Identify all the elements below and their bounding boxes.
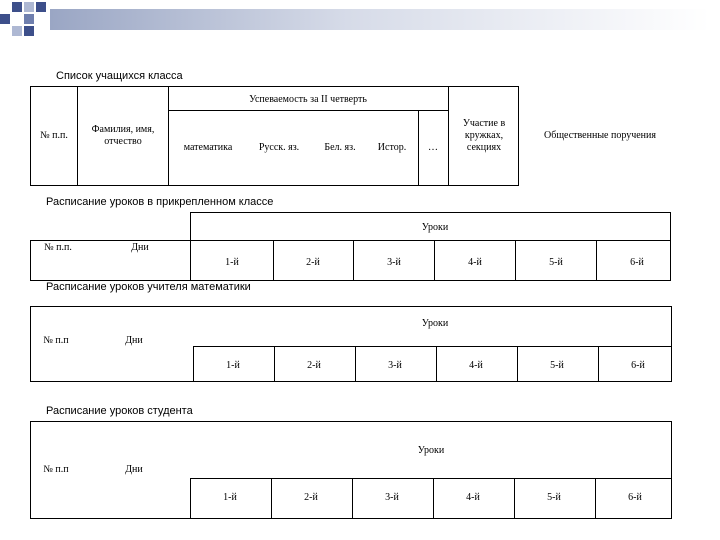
lessons-header: Уроки xyxy=(417,445,445,456)
table-divider xyxy=(30,421,31,519)
table-divider xyxy=(271,478,272,519)
table-divider xyxy=(352,478,353,519)
lessons-header: Уроки xyxy=(421,222,449,233)
table-divider xyxy=(670,212,671,280)
col-number-header: № п.п. xyxy=(44,242,72,253)
table-divider xyxy=(193,346,194,382)
table-divider xyxy=(77,86,78,186)
lesson-4: 4-й xyxy=(469,360,483,371)
col-number-header: № п.п xyxy=(43,464,69,475)
table-divider xyxy=(30,306,672,307)
table-divider xyxy=(355,346,356,382)
col-duties-header: Общественные поручения xyxy=(544,130,656,141)
subject-math: математика xyxy=(183,142,233,153)
table-divider xyxy=(433,478,434,519)
decor-square xyxy=(24,26,34,36)
progress-header: Успеваемость за II четверть xyxy=(249,94,367,105)
lesson-6: 6-й xyxy=(631,360,645,371)
lesson-3: 3-й xyxy=(387,257,401,268)
heading-class-list: Список учащихся класса xyxy=(56,70,183,82)
table-divider xyxy=(168,110,449,111)
table-divider xyxy=(30,518,672,519)
decor-square xyxy=(24,14,34,24)
decorative-corner xyxy=(0,0,50,40)
col-days-header: Дни xyxy=(125,335,143,346)
table-divider xyxy=(353,240,354,280)
lesson-6: 6-й xyxy=(630,257,644,268)
header-gradient-bar xyxy=(50,9,710,30)
lesson-4: 4-й xyxy=(468,257,482,268)
decor-square xyxy=(12,26,22,36)
decor-square xyxy=(24,2,34,12)
col-days-header: Дни xyxy=(125,464,143,475)
decor-square xyxy=(12,2,22,12)
lesson-1: 1-й xyxy=(225,257,239,268)
decor-square xyxy=(36,2,46,12)
col-days-header: Дни xyxy=(131,242,149,253)
lesson-4: 4-й xyxy=(466,492,480,503)
col-clubs-header: Участие в кружках, секциях xyxy=(462,118,506,153)
table-divider xyxy=(190,478,191,519)
table-divider xyxy=(517,346,518,382)
lesson-2: 2-й xyxy=(306,257,320,268)
table-divider xyxy=(190,478,672,479)
table-divider xyxy=(418,110,419,186)
table-divider xyxy=(596,240,597,280)
col-name-header: Фамилия, имя, отчество xyxy=(91,124,155,147)
subject-russian: Русск. яз. xyxy=(258,142,300,153)
table-divider xyxy=(30,240,31,280)
table-divider xyxy=(514,478,515,519)
heading-schedule-teacher: Расписание уроков учителя математики xyxy=(46,281,251,293)
table-divider xyxy=(671,421,672,519)
col-number-header: № п.п. xyxy=(40,130,68,141)
table-divider xyxy=(448,86,449,186)
heading-schedule-student: Расписание уроков студента xyxy=(46,405,193,417)
lesson-2: 2-й xyxy=(307,360,321,371)
lesson-5: 5-й xyxy=(549,257,563,268)
table-divider xyxy=(30,421,672,422)
lesson-1: 1-й xyxy=(226,360,240,371)
lesson-5: 5-й xyxy=(550,360,564,371)
table-divider xyxy=(671,306,672,382)
table-divider xyxy=(30,381,672,382)
table-divider xyxy=(190,212,191,280)
subject-belarusian: Бел. яз. xyxy=(324,142,356,153)
decor-square xyxy=(0,14,10,24)
lessons-header: Уроки xyxy=(421,318,449,329)
lesson-5: 5-й xyxy=(547,492,561,503)
heading-schedule-class: Расписание уроков в прикрепленном классе xyxy=(46,196,274,208)
table-divider xyxy=(515,240,516,280)
table-divider xyxy=(273,240,274,280)
lesson-1: 1-й xyxy=(223,492,237,503)
col-number-header: № п.п xyxy=(43,335,69,346)
lesson-3: 3-й xyxy=(385,492,399,503)
table-divider xyxy=(274,346,275,382)
subject-history: Истор. xyxy=(377,142,407,153)
lesson-3: 3-й xyxy=(388,360,402,371)
lesson-2: 2-й xyxy=(304,492,318,503)
lesson-6: 6-й xyxy=(628,492,642,503)
table-divider xyxy=(193,346,672,347)
table-divider xyxy=(595,478,596,519)
table-divider xyxy=(598,346,599,382)
table-divider xyxy=(436,346,437,382)
table-divider xyxy=(30,240,670,241)
table-divider xyxy=(434,240,435,280)
table-divider xyxy=(30,306,31,382)
table-divider xyxy=(190,212,670,213)
subject-more: … xyxy=(428,142,438,153)
